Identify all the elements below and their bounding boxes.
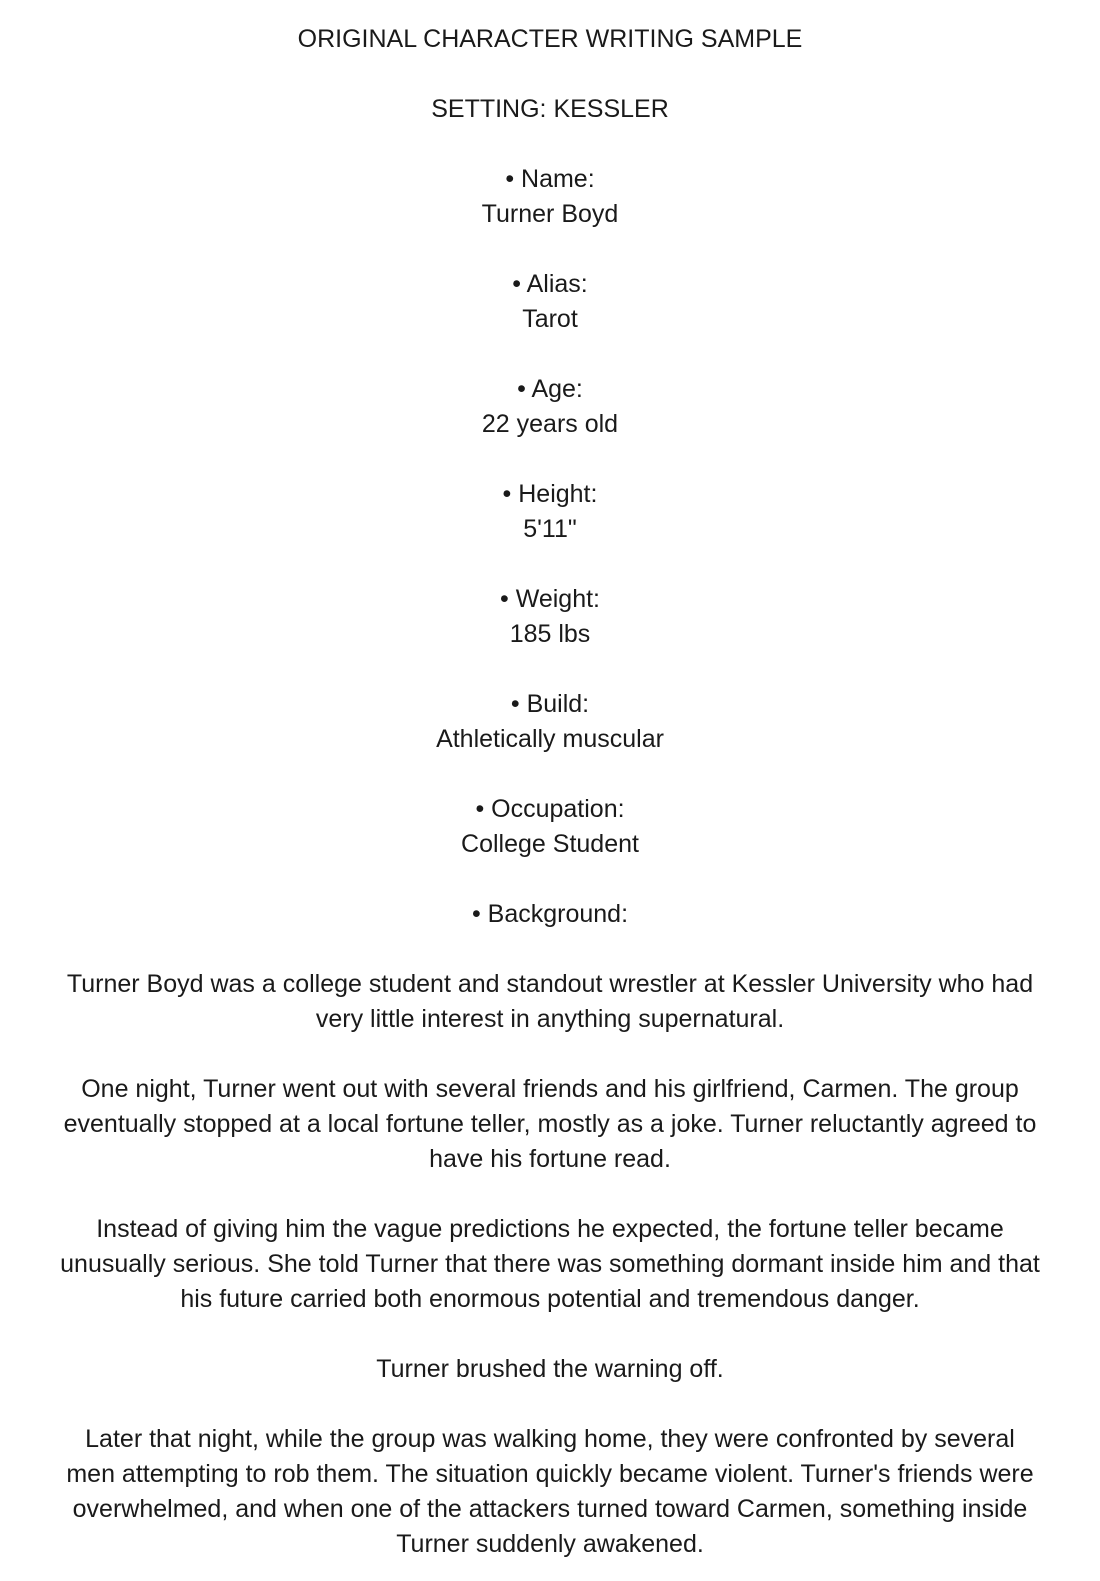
paragraph-line: overwhelmed, and when one of the attackers turned toward Carmen, something inside bbox=[72, 1495, 1028, 1523]
age-value: 22 years old bbox=[481, 410, 619, 438]
background-paragraph-3 bbox=[20, 1212, 1080, 1317]
height-value: 5'11" bbox=[523, 515, 577, 543]
background-paragraph-1 bbox=[20, 967, 1080, 1037]
setting-heading: SETTING: KESSLER bbox=[431, 95, 669, 123]
paragraph-line: Later that night, while the group was walking home, they were confronted by several bbox=[85, 1425, 1015, 1453]
build-label: • Build: bbox=[510, 690, 590, 718]
background-paragraph-2 bbox=[20, 1072, 1080, 1177]
occupation-value: College Student bbox=[461, 830, 639, 858]
paragraph-line: Turner suddenly awakened. bbox=[396, 1530, 704, 1558]
paragraph-line: eventually stopped at a local fortune teller, mostly as a joke. Turner reluctantly agreed to bbox=[63, 1110, 1037, 1138]
background-paragraph-4 bbox=[20, 1352, 1080, 1387]
paragraph-line: very little interest in anything supernatural. bbox=[315, 1005, 785, 1033]
alias-value: Tarot bbox=[522, 305, 578, 333]
paragraph-line: his future carried both enormous potential and tremendous danger. bbox=[180, 1285, 920, 1313]
name-value: Turner Boyd bbox=[481, 200, 619, 228]
age-label: • Age: bbox=[517, 375, 583, 403]
weight-label: • Weight: bbox=[500, 585, 600, 613]
height-label: • Height: bbox=[502, 480, 598, 508]
paragraph-line: unusually serious. She told Turner that there was something dormant inside him and that bbox=[60, 1250, 1040, 1278]
paragraph-line: Turner Boyd was a college student and standout wrestler at Kessler University who had bbox=[66, 970, 1034, 998]
paragraph-line: One night, Turner went out with several friends and his girlfriend, Carmen. The group bbox=[81, 1075, 1019, 1103]
paragraph-line: Turner brushed the warning off. bbox=[376, 1355, 724, 1383]
paragraph-line: Instead of giving him the vague predictions he expected, the fortune teller became bbox=[96, 1215, 1004, 1243]
background-label: • Background: bbox=[471, 900, 629, 928]
build-value: Athletically muscular bbox=[436, 725, 664, 753]
weight-value: 185 lbs bbox=[509, 620, 591, 648]
name-label: • Name: bbox=[505, 165, 595, 193]
background-paragraph-5 bbox=[20, 1422, 1080, 1562]
document-title: ORIGINAL CHARACTER WRITING SAMPLE bbox=[297, 25, 803, 53]
alias-label: • Alias: bbox=[512, 270, 588, 298]
paragraph-line: men attempting to rob them. The situation quickly became violent. Turner's friends were bbox=[66, 1460, 1034, 1488]
paragraph-line: have his fortune read. bbox=[429, 1145, 671, 1173]
occupation-label: • Occupation: bbox=[475, 795, 625, 823]
